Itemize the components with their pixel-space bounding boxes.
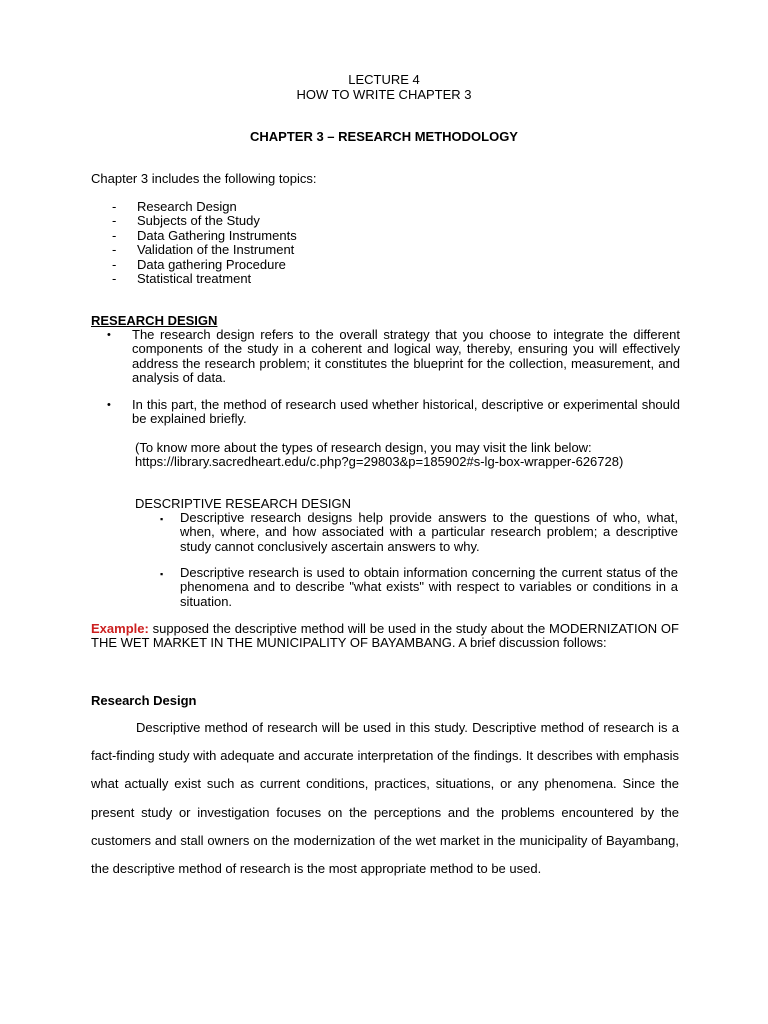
descriptive-point: Descriptive research designs help provide answers to the questions of who, what, when, where, and how associated with a particular research problem; a descriptive study cannot conclusively ascertain answers to why. xyxy=(180,510,678,554)
bullet-text: In this part, the method of research used whether historical, descriptive or experimental should be explained briefly. xyxy=(132,397,680,427)
sample-heading: Research Design xyxy=(91,693,197,708)
dash-marker: - xyxy=(112,242,117,258)
lecture-title: HOW TO WRITE CHAPTER 3 xyxy=(296,87,472,102)
topics-list xyxy=(112,200,297,286)
example-label: Example: xyxy=(91,621,149,636)
bullet-icon: • xyxy=(107,399,111,411)
descriptive-list-1 xyxy=(160,511,678,554)
bullet-icon: • xyxy=(107,329,111,341)
list-item xyxy=(112,214,297,228)
list-item xyxy=(106,328,680,386)
sample-paragraph-block xyxy=(91,714,679,883)
list-item xyxy=(112,272,297,286)
dash-marker: - xyxy=(112,271,117,287)
list-item xyxy=(112,200,297,214)
list-item xyxy=(106,398,680,427)
dash-marker: - xyxy=(112,199,117,214)
dash-marker: - xyxy=(112,213,117,229)
topic-label: Validation of the Instrument xyxy=(137,242,295,258)
list-item xyxy=(160,511,678,554)
dash-marker: - xyxy=(112,227,117,243)
square-bullet-icon: ▪ xyxy=(160,514,164,524)
intro-text: Chapter 3 includes the following topics: xyxy=(91,171,317,186)
topic-label: Research Design xyxy=(137,199,237,214)
list-item xyxy=(112,243,297,257)
list-item xyxy=(160,566,678,609)
bullet-text: The research design refers to the overall strategy that you choose to integrate the different components of the study in a coherent and logical way, thereby, ensuring you will effectively address the research problem; it constitutes the blueprint for the collection, measurement, and analysis of data. xyxy=(132,327,680,386)
dash-marker: - xyxy=(112,256,117,272)
topic-label: Data Gathering Instruments xyxy=(137,227,297,243)
list-item xyxy=(112,229,297,243)
descriptive-point: Descriptive research is used to obtain information concerning the current status of the phenomena and to describe "what exists" with respect to variables or conditions in a situation. xyxy=(180,565,678,609)
descriptive-list-2 xyxy=(160,566,678,609)
reference-note: (To know more about the types of research design, you may visit the link below: https://library.sacredheart.edu/c.php?g=29803&p=185902#s-lg-box-wrapper-626728) xyxy=(135,440,624,470)
bullet-list-1 xyxy=(106,328,680,386)
example-block xyxy=(91,622,679,651)
topic-label: Statistical treatment xyxy=(137,271,252,287)
topic-label: Data gathering Procedure xyxy=(137,256,286,272)
example-text: supposed the descriptive method will be used in the study about the MODERNIZATION OF THE WET MARKET IN THE MUNICIPALITY OF BAYAMBANG. A brief discussion follows: xyxy=(91,621,679,651)
list-item xyxy=(112,258,297,272)
sample-paragraph: Descriptive method of research will be used in this study. Descriptive method of research is a fact-finding study with adequate and accurate interpretation of the findings. It describes with emphasis what actually exist such as current conditions, practices, situations, or any phenomena. Since the present study or investigation focuses on the perceptions and the problems encountered by the customers and stall owners on the modernization of the wet market in the municipality of Bayambang, the descriptive method of research is the most appropriate method to be used. xyxy=(91,720,679,877)
chapter-title: CHAPTER 3 – RESEARCH METHODOLOGY xyxy=(250,129,518,144)
research-design-heading: RESEARCH DESIGN xyxy=(91,313,218,328)
descriptive-heading: DESCRIPTIVE RESEARCH DESIGN xyxy=(135,496,351,511)
lecture-number: LECTURE 4 xyxy=(348,72,420,87)
topic-label: Subjects of the Study xyxy=(137,213,260,229)
bullet-list-2 xyxy=(106,398,680,427)
square-bullet-icon: ▪ xyxy=(160,569,164,579)
